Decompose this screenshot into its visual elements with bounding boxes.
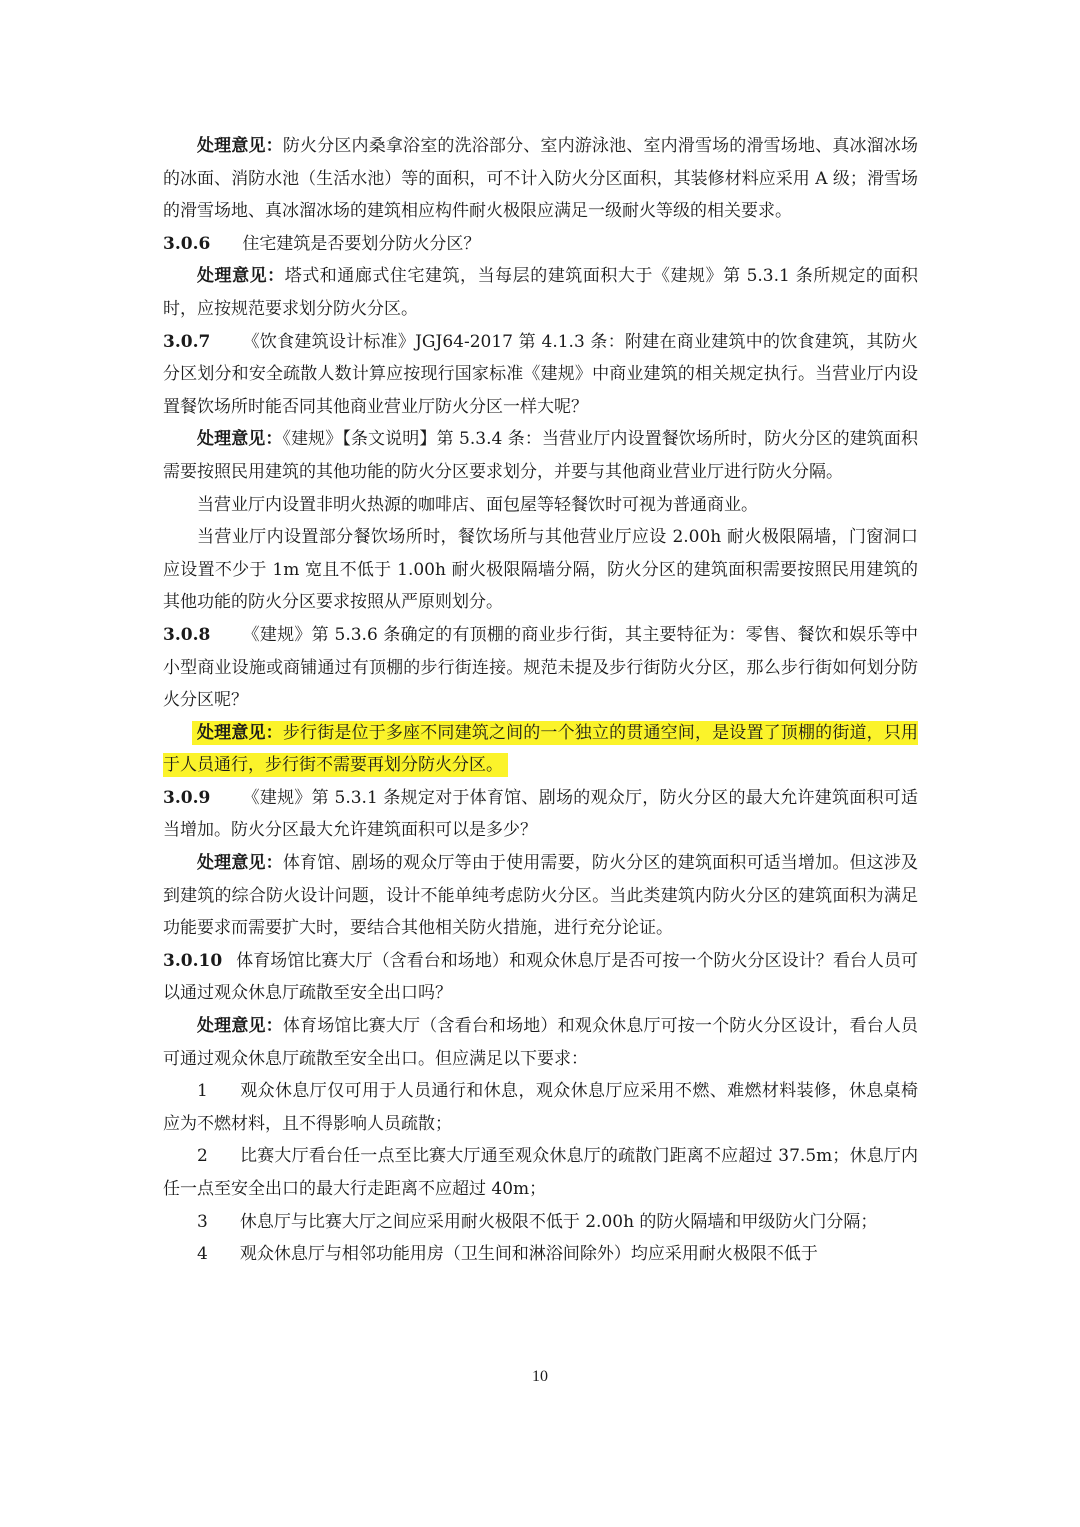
- clause-number: 3.0.6: [163, 233, 211, 254]
- opinion-label: 处理意见：: [197, 429, 283, 450]
- opinion-label: 处理意见：: [197, 722, 283, 743]
- opinion-text: 《建规》【条文说明】第 5.3.4 条：当营业厅内设置餐饮场所时，防火分区的建筑面积需要按照民用建筑的其他功能的防火分区要求划分，并要与其他商业营业厅进行防火分隔。: [163, 429, 919, 482]
- clause-text: 住宅建筑是否要划分防火分区？: [242, 233, 481, 254]
- clause-text: 《建规》第 5.3.1 条规定对于体育馆、剧场的观众厅，防火分区的最大允许建筑面积可适当增加。防火分区最大允许建筑面积可以是多少？: [163, 787, 918, 841]
- opinion-text: 塔式和通廊式住宅建筑，当每层的建筑面积大于《建规》第 5.3.1 条所规定的面积时，应按规范要求划分防火分区。: [163, 266, 919, 319]
- clause-number: 3.0.8: [163, 624, 211, 645]
- list-item-4: [163, 1238, 918, 1271]
- list-item-number: 2: [197, 1146, 208, 1167]
- highlight-mark: [163, 721, 918, 778]
- clause-3-0-6: [163, 228, 918, 261]
- list-item-2: [163, 1140, 918, 1205]
- list-item-text: 观众休息厅仅可用于人员通行和休息，观众休息厅应采用不燃、难燃材料装修，休息桌椅应为不燃材料，且不得影响人员疏散；: [163, 1081, 918, 1134]
- clause-3-0-9: [163, 782, 918, 847]
- body-paragraph: 当营业厅内设置部分餐饮场所时，餐饮场所与其他营业厅应设 2.00h 耐火极限隔墙，门窗洞口应设置不少于 1m 宽且不低于 1.00h 耐火极限隔墙分隔，防火分区的建筑面积需要按照民用建筑的其他功能的防火分区要求按照从严原则划分。: [163, 527, 918, 613]
- clause-3-0-7: [163, 326, 918, 424]
- list-item-text: 比赛大厅看台任一点至比赛大厅通至观众休息厅的疏散门距离不应超过 37.5m；休息厅内任一点至安全出口的最大行走距离不应超过 40m；: [163, 1146, 918, 1199]
- highlighted-opinion-paragraph: [163, 717, 918, 782]
- opinion-text: 步行街是位于多座不同建筑之间的一个独立的贯通空间，是设置了顶棚的街道，只用于人员通行，步行街不需要再划分防火分区。: [163, 722, 919, 776]
- opinion-label: 处理意见：: [197, 1016, 283, 1037]
- clause-number: 3.0.10: [163, 950, 223, 971]
- clause-text: 《建规》第 5.3.6 条确定的有顶棚的商业步行街，其主要特征为：零售、餐饮和娱乐等中小型商业设施或商铺通过有顶棚的步行街连接。规范未提及步行街防火分区，那么步行街如何划分防火分区呢？: [163, 624, 918, 711]
- list-item-text: 观众休息厅与相邻功能用房（卫生间和淋浴间除外）均应采用耐火极限不低于: [239, 1244, 818, 1265]
- page-body: [163, 130, 918, 1271]
- list-item-number: 1: [197, 1081, 208, 1102]
- body-paragraph: 当营业厅内设置非明火热源的咖啡店、面包屋等轻餐饮时可视为普通商业。: [197, 494, 758, 515]
- opinion-paragraph: [163, 423, 918, 488]
- opinion-paragraph: [163, 1010, 918, 1075]
- page-number: 10: [532, 1368, 548, 1385]
- list-item-number: 3: [197, 1211, 208, 1232]
- opinion-paragraph: [163, 847, 918, 945]
- opinion-label: 处理意见：: [197, 266, 285, 287]
- opinion-label: 处理意见：: [197, 136, 283, 156]
- clause-3-0-10: [163, 945, 918, 1010]
- opinion-text: 体育场馆比赛大厅（含看台和场地）和观众休息厅可按一个防火分区设计，看台人员可通过观众休息厅疏散至安全出口。但应满足以下要求：: [163, 1016, 919, 1069]
- clause-number: 3.0.9: [163, 787, 211, 808]
- list-item-text: 休息厅与比赛大厅之间应采用耐火极限不低于 2.00h 的防火隔墙和甲级防火门分隔；: [239, 1211, 878, 1232]
- opinion-text: 防火分区内桑拿浴室的洗浴部分、室内游泳池、室内滑雪场的滑雪场地、真冰溜冰场的冰面、消防水池（生活水池）等的面积，可不计入防火分区面积，其装修材料应采用 A 级；滑雪场的滑雪场地、真冰溜冰场的建筑相应构件耐火极限应满足一级耐火等级的相关要求。: [163, 136, 919, 222]
- opinion-paragraph: [163, 130, 918, 228]
- clause-number: 3.0.7: [163, 331, 211, 352]
- opinion-label: 处理意见：: [197, 853, 283, 874]
- list-item-number: 4: [197, 1244, 208, 1265]
- opinion-paragraph: [163, 260, 918, 325]
- list-item-3: [163, 1206, 918, 1239]
- list-item-1: [163, 1075, 918, 1140]
- opinion-text: 体育馆、剧场的观众厅等由于使用需要，防火分区的建筑面积可适当增加。但这涉及到建筑的综合防火设计问题，设计不能单纯考虑防火分区。当此类建筑内防火分区的建筑面积为满足功能要求而需要扩大时，要结合其他相关防火措施，进行充分论证。: [163, 853, 919, 939]
- clause-text: 《饮食建筑设计标准》JGJ64-2017 第 4.1.3 条：附建在商业建筑中的饮食建筑，其防火分区划分和安全疏散人数计算应按现行国家标准《建规》中商业建筑的相关规定执行。当营业厅内设置餐饮场所时能否同其他商业营业厅防火分区一样大呢？: [163, 331, 918, 417]
- clause-text: 体育场馆比赛大厅（含看台和场地）和观众休息厅是否可按一个防火分区设计？看台人员可以通过观众休息厅疏散至安全出口吗？: [163, 950, 918, 1004]
- clause-3-0-8: [163, 619, 918, 717]
